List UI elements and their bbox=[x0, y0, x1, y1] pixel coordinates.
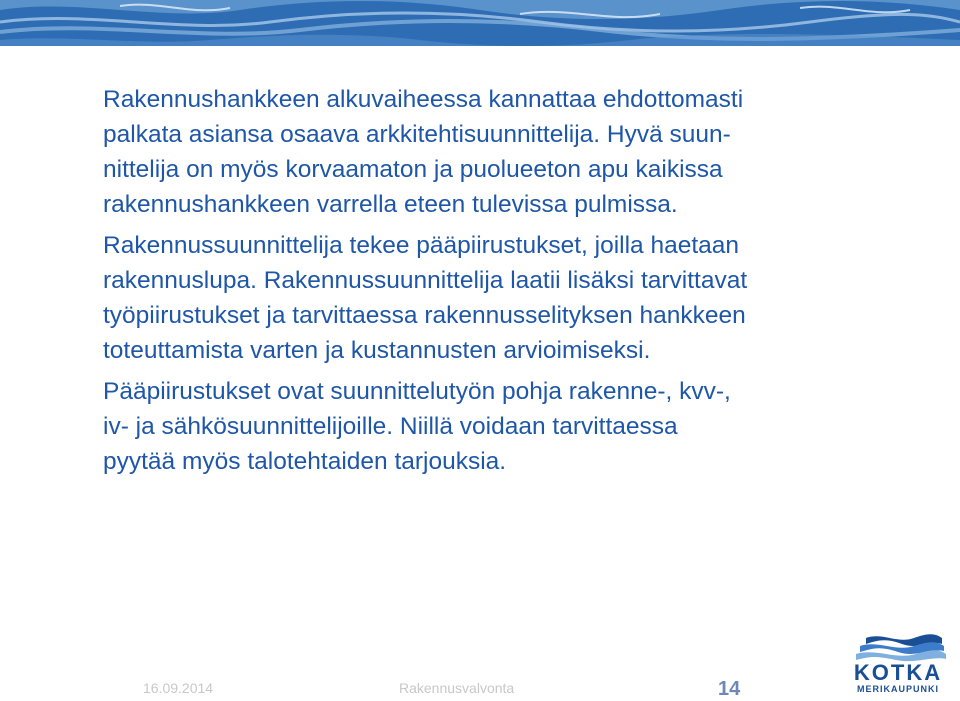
body-text bbox=[103, 82, 883, 485]
logo-wordmark bbox=[846, 662, 950, 694]
paragraph-3 bbox=[103, 374, 883, 479]
text-line: pyytää myös talotehtaiden tarjouksia. bbox=[103, 448, 507, 475]
paragraph-2 bbox=[103, 228, 883, 368]
page-number: 14 bbox=[718, 678, 741, 700]
text-line: Rakennussuunnittelija tekee pääpiirustukset, joilla haetaan bbox=[103, 232, 740, 259]
text-line: palkata asiansa osaava arkkitehtisuunnittelija. Hyvä suun- bbox=[103, 121, 731, 148]
kotka-logo bbox=[846, 632, 950, 696]
text-line: rakennushankkeen varrella eteen tulevissa pulmissa. bbox=[103, 191, 678, 218]
logo-subtitle: MERIKAUPUNKI bbox=[856, 684, 939, 694]
footer-title: Rakennusvalvonta bbox=[399, 680, 515, 696]
footer-date: 16.09.2014 bbox=[143, 680, 214, 696]
logo-name: KOTKA bbox=[853, 660, 943, 685]
paragraph-1 bbox=[103, 82, 883, 222]
text-line: Pääpiirustukset ovat suunnittelutyön pohja rakenne-, kvv-, bbox=[103, 378, 731, 405]
text-line: rakennuslupa. Rakennussuunnittelija laatii lisäksi tarvittavat bbox=[103, 267, 748, 294]
top-wave-banner bbox=[0, 0, 960, 46]
text-line: iv- ja sähkösuunnittelijoille. Niillä voidaan tarvittaessa bbox=[103, 413, 678, 440]
text-line: nittelija on myös korvaamaton ja puolueeton apu kaikissa bbox=[103, 156, 723, 183]
text-line: työpiirustukset ja tarvittaessa rakennusselityksen hankkeen bbox=[103, 302, 746, 329]
text-line: toteuttamista varten ja kustannusten arvioimiseksi. bbox=[103, 337, 651, 364]
text-line: Rakennushankkeen alkuvaiheessa kannattaa ehdottomasti bbox=[103, 86, 744, 113]
wave-pattern-graphic bbox=[0, 0, 960, 46]
